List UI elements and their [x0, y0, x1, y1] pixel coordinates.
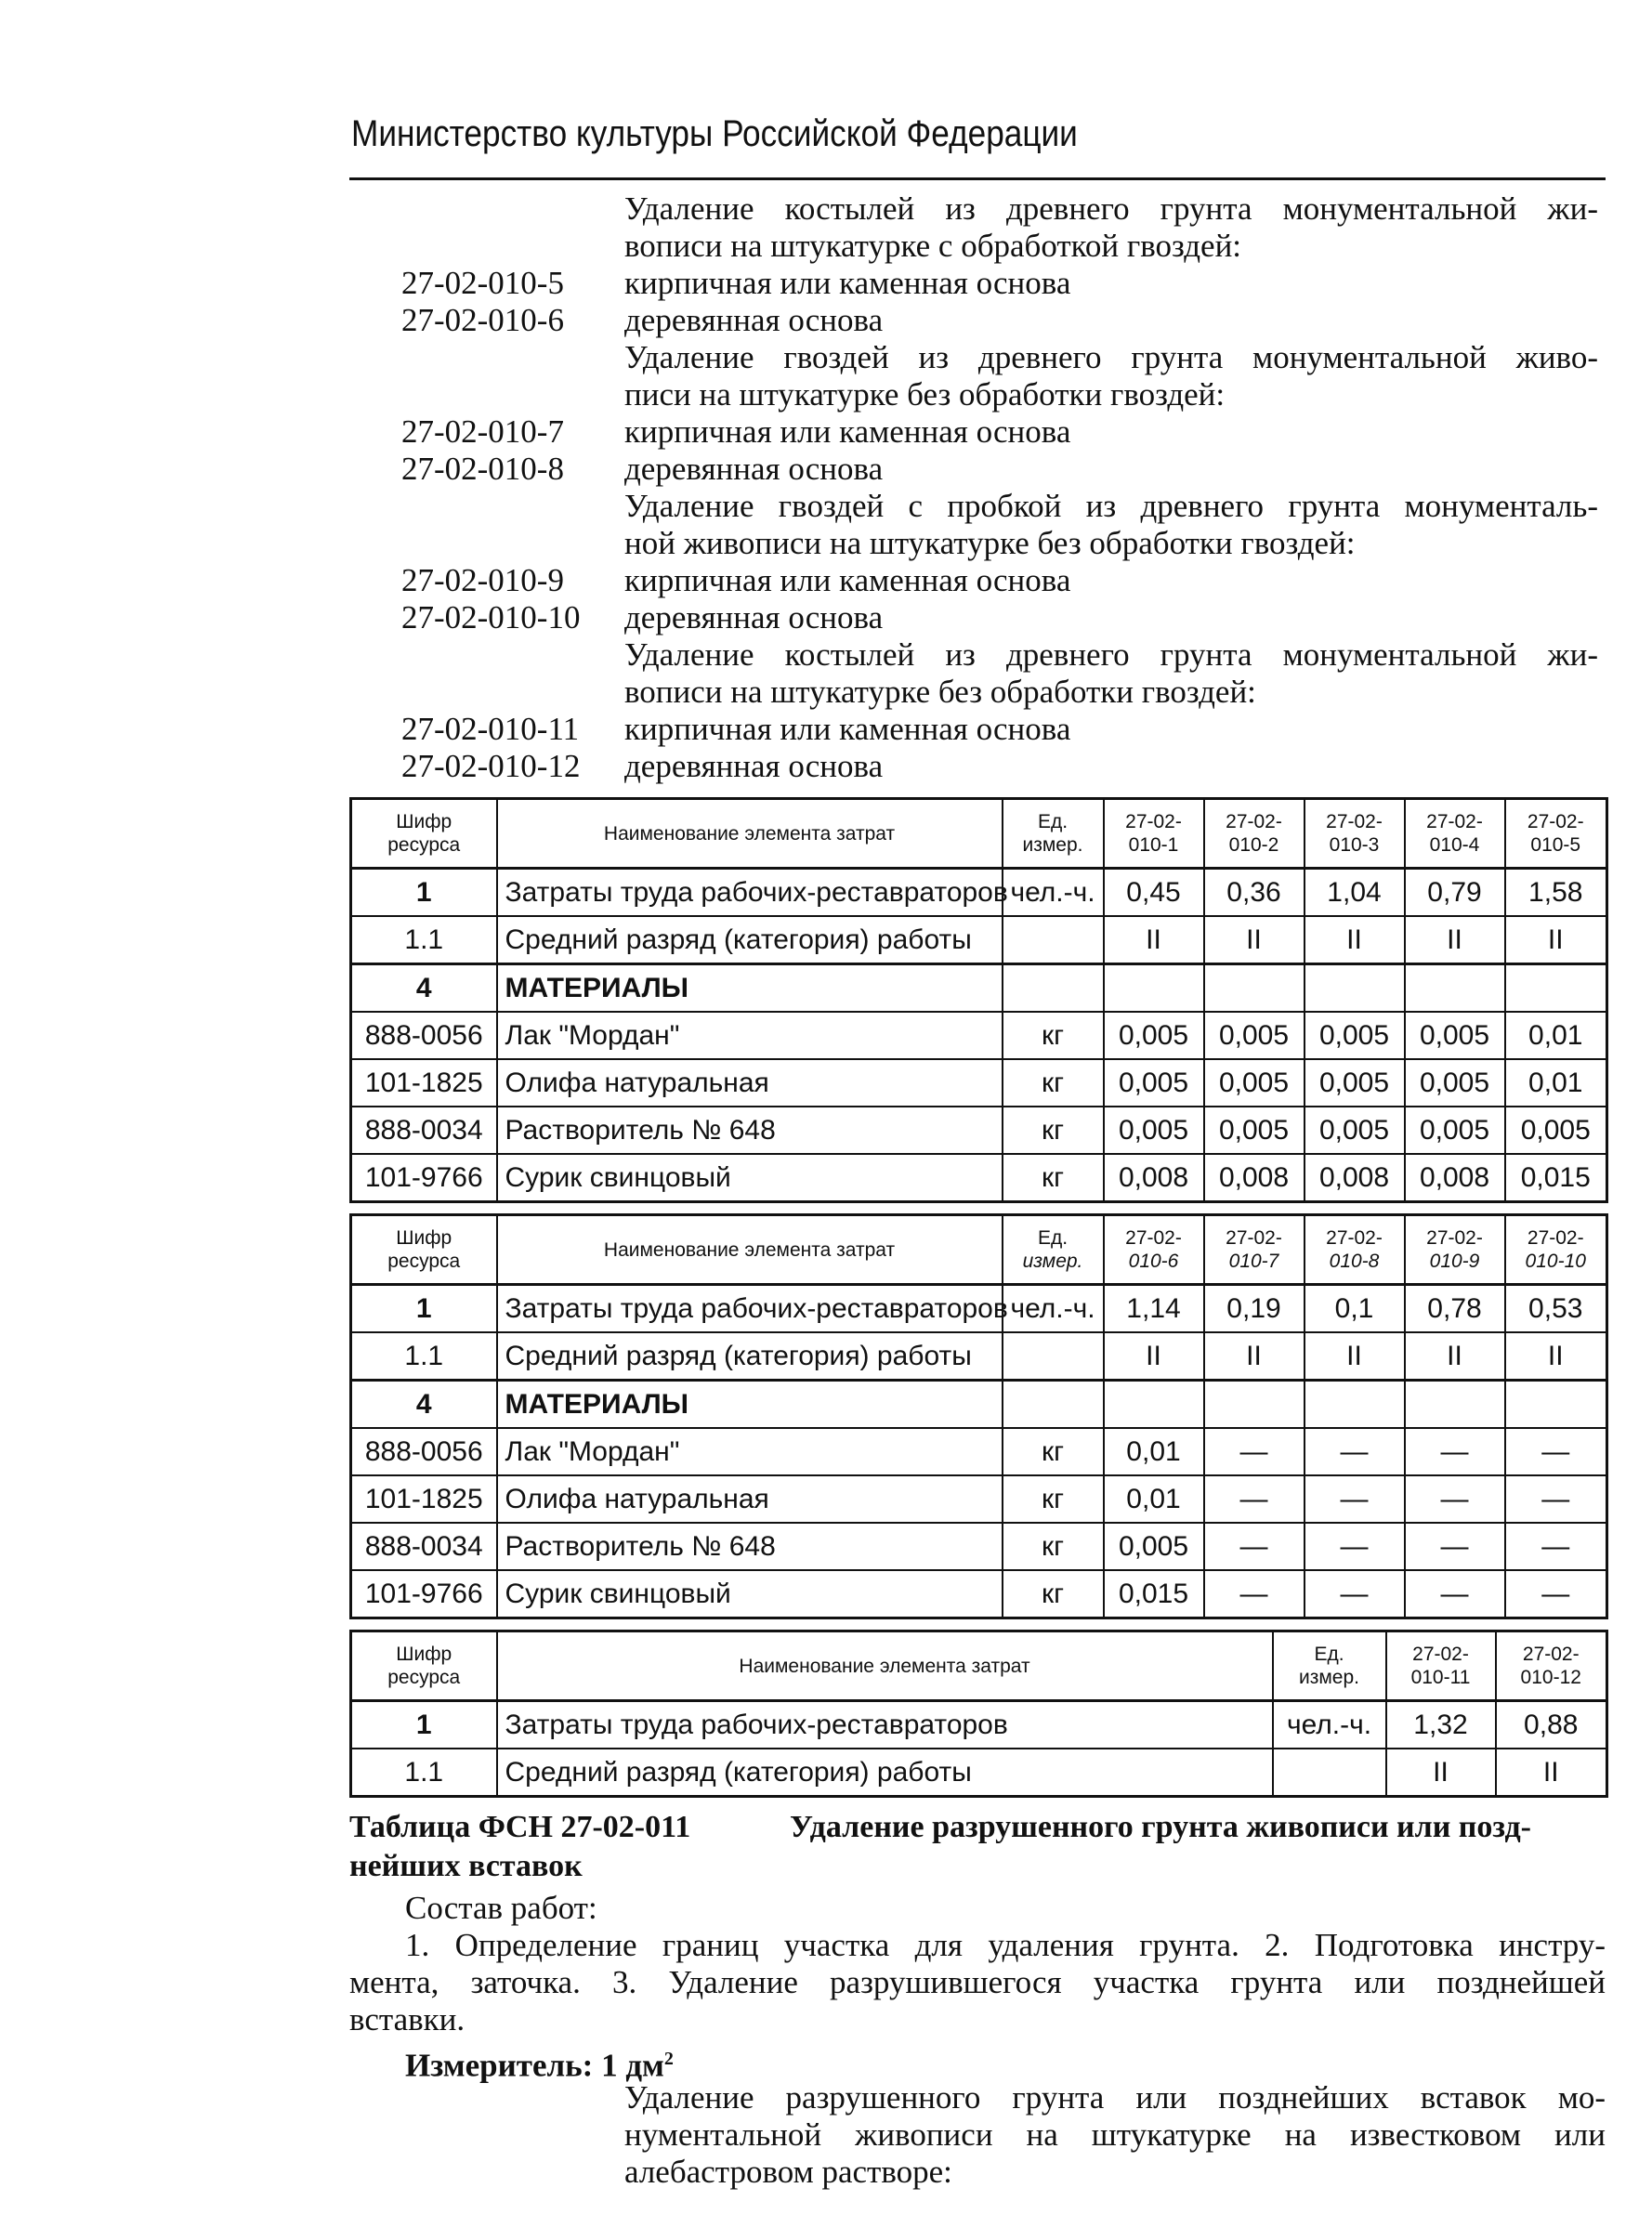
- unit-cell: [1273, 1749, 1386, 1797]
- value-cell: II: [1204, 1332, 1305, 1381]
- resource-name: Средний разряд (категория) работы: [497, 1332, 1003, 1381]
- composition-label: Состав работ:: [405, 1890, 597, 1926]
- group-heading-line: Удаление гвоздей из древнего грунта монументальной живо-: [624, 339, 1598, 375]
- value-cell: —: [1305, 1523, 1405, 1570]
- header-col: 27-02- 010-3: [1305, 799, 1405, 869]
- header-name: Наименование элемента затрат: [497, 1631, 1273, 1701]
- table-row: [351, 1107, 1607, 1154]
- header-col: 27-02- 010-11: [1386, 1631, 1496, 1701]
- table-label: Таблица ФСН 27-02-011: [349, 1810, 691, 1844]
- table-row: [351, 964, 1607, 1013]
- header-col: 27-02- 010-1: [1104, 799, 1204, 869]
- resource-code: 888-0034: [351, 1523, 497, 1570]
- group-heading-line: вописи на штукатурке с обработкой гвоздей:: [624, 228, 1242, 264]
- unit-cell: чел.-ч.: [1273, 1701, 1386, 1749]
- work-description: алебастровом растворе:: [624, 2154, 952, 2190]
- header-name: Наименование элемента затрат: [497, 1215, 1003, 1285]
- table-row: [351, 1381, 1607, 1429]
- value-cell: —: [1305, 1570, 1405, 1618]
- value-cell: [1204, 964, 1305, 1013]
- resource-code: 1.1: [351, 1749, 497, 1797]
- value-cell: 1,58: [1505, 869, 1607, 917]
- header-col: 27-02- 010-6: [1104, 1215, 1204, 1285]
- value-cell: 0,008: [1305, 1154, 1405, 1202]
- header-code: Шифр ресурса: [351, 1215, 497, 1285]
- composition-text: вставки.: [349, 2001, 465, 2037]
- item-description: кирпичная или каменная основа: [624, 711, 1071, 747]
- value-cell: 0,005: [1104, 1012, 1204, 1059]
- item-code: 27-02-010-9: [401, 562, 564, 598]
- item-code: 27-02-010-7: [401, 413, 564, 450]
- header-divider: [349, 177, 1606, 180]
- header-code: Шифр ресурса: [351, 1631, 497, 1701]
- unit-cell: кг: [1003, 1154, 1104, 1202]
- value-cell: —: [1405, 1570, 1505, 1618]
- unit-cell: кг: [1003, 1012, 1104, 1059]
- unit-cell: кг: [1003, 1570, 1104, 1618]
- item-code: 27-02-010-11: [401, 711, 580, 747]
- group-heading-line: ной живописи на штукатурке без обработки гвоздей:: [624, 525, 1356, 561]
- group-heading-line: Удаление гвоздей с пробкой из древнего грунта монументаль-: [624, 488, 1598, 524]
- item-description: деревянная основа: [624, 302, 884, 338]
- unit-cell: [1003, 1381, 1104, 1429]
- composition-text: мента, заточка. 3. Удаление разрушившегося участка грунта или позднейшей: [349, 1964, 1606, 2000]
- value-cell: 0,1: [1305, 1285, 1405, 1333]
- work-description: нументальной живописи на штукатурке на известковом или: [624, 2116, 1606, 2153]
- value-cell: [1104, 964, 1204, 1013]
- item-code: 27-02-010-5: [401, 265, 564, 301]
- value-cell: 0,005: [1204, 1059, 1305, 1107]
- value-cell: II: [1496, 1749, 1607, 1797]
- value-cell: II: [1405, 916, 1505, 964]
- value-cell: [1305, 964, 1405, 1013]
- resource-name: Средний разряд (категория) работы: [497, 916, 1003, 964]
- resource-name: МАТЕРИАЛЫ: [497, 1381, 1003, 1429]
- value-cell: 0,008: [1104, 1154, 1204, 1202]
- value-cell: —: [1405, 1428, 1505, 1475]
- value-cell: —: [1204, 1428, 1305, 1475]
- value-cell: 0,005: [1104, 1059, 1204, 1107]
- value-cell: —: [1405, 1475, 1505, 1523]
- table-title: Удаление разрушенного грунта живописи или позд-: [790, 1810, 1531, 1844]
- group-heading-line: писи на штукатурке без обработки гвоздей:: [624, 376, 1226, 413]
- value-cell: —: [1505, 1570, 1607, 1618]
- resource-code: 101-1825: [351, 1059, 497, 1107]
- resource-code: 101-1825: [351, 1475, 497, 1523]
- item-description: кирпичная или каменная основа: [624, 265, 1071, 301]
- value-cell: 0,005: [1405, 1107, 1505, 1154]
- header-col: 27-02- 010-2: [1204, 799, 1305, 869]
- resource-code: 1: [351, 869, 497, 917]
- value-cell: 0,005: [1405, 1012, 1505, 1059]
- value-cell: 0,36: [1204, 869, 1305, 917]
- value-cell: 0,005: [1104, 1107, 1204, 1154]
- unit-cell: [1003, 964, 1104, 1013]
- header-col: 27-02- 010-9: [1405, 1215, 1505, 1285]
- unit-cell: чел.-ч.: [1003, 1285, 1104, 1333]
- resource-name: Сурик свинцовый: [497, 1154, 1003, 1202]
- unit-cell: [1003, 916, 1104, 964]
- value-cell: 0,78: [1405, 1285, 1505, 1333]
- resource-code: 101-9766: [351, 1570, 497, 1618]
- item-code: 27-02-010-6: [401, 302, 564, 338]
- resource-table-2: [349, 1213, 1608, 1619]
- resource-code: 1.1: [351, 916, 497, 964]
- resource-name: Средний разряд (категория) работы: [497, 1749, 1273, 1797]
- value-cell: 0,005: [1204, 1012, 1305, 1059]
- resource-name: Олифа натуральная: [497, 1475, 1003, 1523]
- value-cell: 0,008: [1405, 1154, 1505, 1202]
- value-cell: 0,005: [1305, 1107, 1405, 1154]
- resource-code: 888-0056: [351, 1428, 497, 1475]
- unit-cell: кг: [1003, 1428, 1104, 1475]
- value-cell: —: [1204, 1523, 1305, 1570]
- unit-cell: кг: [1003, 1107, 1104, 1154]
- item-description: деревянная основа: [624, 599, 884, 635]
- value-cell: 0,53: [1505, 1285, 1607, 1333]
- value-cell: II: [1104, 1332, 1204, 1381]
- value-cell: II: [1305, 916, 1405, 964]
- header-unit: Ед. измер.: [1003, 1215, 1104, 1285]
- group-heading-line: Удаление костылей из древнего грунта монументальной жи-: [624, 190, 1598, 227]
- value-cell: II: [1104, 916, 1204, 964]
- value-cell: 0,005: [1505, 1107, 1607, 1154]
- value-cell: —: [1505, 1523, 1607, 1570]
- value-cell: [1305, 1381, 1405, 1429]
- unit-cell: кг: [1003, 1475, 1104, 1523]
- item-code: 27-02-010-8: [401, 451, 564, 487]
- value-cell: 0,005: [1104, 1523, 1204, 1570]
- value-cell: II: [1386, 1749, 1496, 1797]
- unit-cell: чел.-ч.: [1003, 869, 1104, 917]
- item-code: 27-02-010-10: [401, 599, 581, 635]
- value-cell: 1,14: [1104, 1285, 1204, 1333]
- header-col: 27-02- 010-10: [1505, 1215, 1607, 1285]
- unit-cell: кг: [1003, 1059, 1104, 1107]
- value-cell: —: [1204, 1570, 1305, 1618]
- table-row: [351, 1523, 1607, 1570]
- value-cell: 0,015: [1505, 1154, 1607, 1202]
- value-cell: 0,005: [1405, 1059, 1505, 1107]
- value-cell: [1505, 1381, 1607, 1429]
- value-cell: II: [1505, 1332, 1607, 1381]
- header-col: 27-02- 010-4: [1405, 799, 1505, 869]
- value-cell: II: [1305, 1332, 1405, 1381]
- header-col: 27-02- 010-7: [1204, 1215, 1305, 1285]
- value-cell: 0,01: [1505, 1059, 1607, 1107]
- group-heading-line: вописи на штукатурке без обработки гвоздей:: [624, 674, 1256, 710]
- page-header-title: Министерство культуры Российской Федерации: [351, 113, 1078, 154]
- value-cell: —: [1405, 1523, 1505, 1570]
- table-header-row: [351, 799, 1607, 869]
- header-name: Наименование элемента затрат: [497, 799, 1003, 869]
- value-cell: II: [1405, 1332, 1505, 1381]
- table-row: [351, 1570, 1607, 1618]
- resource-code: 1.1: [351, 1332, 497, 1381]
- header-unit: Ед. измер.: [1003, 799, 1104, 869]
- table-header-row: [351, 1215, 1607, 1285]
- item-description: деревянная основа: [624, 748, 884, 784]
- resource-name: Растворитель № 648: [497, 1523, 1003, 1570]
- table-header-row: [351, 1631, 1607, 1701]
- header-unit: Ед. измер.: [1273, 1631, 1386, 1701]
- resource-name: Затраты труда рабочих-реставраторов: [497, 869, 1003, 917]
- value-cell: 0,88: [1496, 1701, 1607, 1749]
- resource-name: Лак "Мордан": [497, 1428, 1003, 1475]
- table-row: [351, 869, 1607, 917]
- resource-table-3: [349, 1630, 1608, 1798]
- resource-name: Затраты труда рабочих-реставраторов: [497, 1285, 1003, 1333]
- table-row: [351, 916, 1607, 964]
- resource-name: МАТЕРИАЛЫ: [497, 964, 1003, 1013]
- unit-cell: [1003, 1332, 1104, 1381]
- item-description: кирпичная или каменная основа: [624, 413, 1071, 450]
- value-cell: 0,005: [1305, 1012, 1405, 1059]
- meter-label: Измеритель: 1 $дм^2$: [405, 2047, 674, 2084]
- value-cell: —: [1204, 1475, 1305, 1523]
- unit-cell: кг: [1003, 1523, 1104, 1570]
- table-row: [351, 1332, 1607, 1381]
- resource-name: Лак "Мордан": [497, 1012, 1003, 1059]
- value-cell: [1104, 1381, 1204, 1429]
- table-title-continued: нейших вставок: [349, 1849, 583, 1883]
- resource-code: 4: [351, 964, 497, 1013]
- value-cell: 0,005: [1204, 1107, 1305, 1154]
- item-description: деревянная основа: [624, 451, 884, 487]
- header-code: Шифр ресурса: [351, 799, 497, 869]
- value-cell: II: [1505, 916, 1607, 964]
- table-row: [351, 1475, 1607, 1523]
- value-cell: 0,008: [1204, 1154, 1305, 1202]
- value-cell: 0,005: [1305, 1059, 1405, 1107]
- item-code: 27-02-010-12: [401, 748, 581, 784]
- resource-name: Олифа натуральная: [497, 1059, 1003, 1107]
- resource-name: Сурик свинцовый: [497, 1570, 1003, 1618]
- value-cell: [1204, 1381, 1305, 1429]
- resource-code: 4: [351, 1381, 497, 1429]
- resource-code: 101-9766: [351, 1154, 497, 1202]
- table-row: [351, 1428, 1607, 1475]
- item-description: кирпичная или каменная основа: [624, 562, 1071, 598]
- table-row: [351, 1012, 1607, 1059]
- value-cell: —: [1505, 1475, 1607, 1523]
- resource-name: Растворитель № 648: [497, 1107, 1003, 1154]
- resource-table-1: [349, 797, 1608, 1203]
- value-cell: —: [1305, 1475, 1405, 1523]
- table-row: [351, 1285, 1607, 1333]
- value-cell: 0,015: [1104, 1570, 1204, 1618]
- table-row: [351, 1701, 1607, 1749]
- resource-code: 888-0034: [351, 1107, 497, 1154]
- value-cell: II: [1204, 916, 1305, 964]
- group-heading-line: Удаление костылей из древнего грунта монументальной жи-: [624, 636, 1598, 673]
- value-cell: [1405, 964, 1505, 1013]
- value-cell: —: [1305, 1428, 1405, 1475]
- table-row: [351, 1059, 1607, 1107]
- resource-code: 1: [351, 1701, 497, 1749]
- resource-code: 888-0056: [351, 1012, 497, 1059]
- header-col: 27-02- 010-8: [1305, 1215, 1405, 1285]
- value-cell: 1,32: [1386, 1701, 1496, 1749]
- value-cell: 0,01: [1104, 1428, 1204, 1475]
- resource-name: Затраты труда рабочих-реставраторов: [497, 1701, 1273, 1749]
- value-cell: 0,01: [1104, 1475, 1204, 1523]
- table-row: [351, 1154, 1607, 1202]
- value-cell: 0,19: [1204, 1285, 1305, 1333]
- work-description: Удаление разрушенного грунта или позднейших вставок мо-: [624, 2079, 1606, 2116]
- value-cell: —: [1505, 1428, 1607, 1475]
- composition-text: 1. Определение границ участка для удаления грунта. 2. Подготовка инстру-: [405, 1927, 1606, 1963]
- value-cell: [1505, 964, 1607, 1013]
- resource-code: 1: [351, 1285, 497, 1333]
- table-row: [351, 1749, 1607, 1797]
- value-cell: [1405, 1381, 1505, 1429]
- value-cell: 0,45: [1104, 869, 1204, 917]
- value-cell: 0,79: [1405, 869, 1505, 917]
- value-cell: 1,04: [1305, 869, 1405, 917]
- header-col: 27-02- 010-5: [1505, 799, 1607, 869]
- value-cell: 0,01: [1505, 1012, 1607, 1059]
- header-col: 27-02- 010-12: [1496, 1631, 1607, 1701]
